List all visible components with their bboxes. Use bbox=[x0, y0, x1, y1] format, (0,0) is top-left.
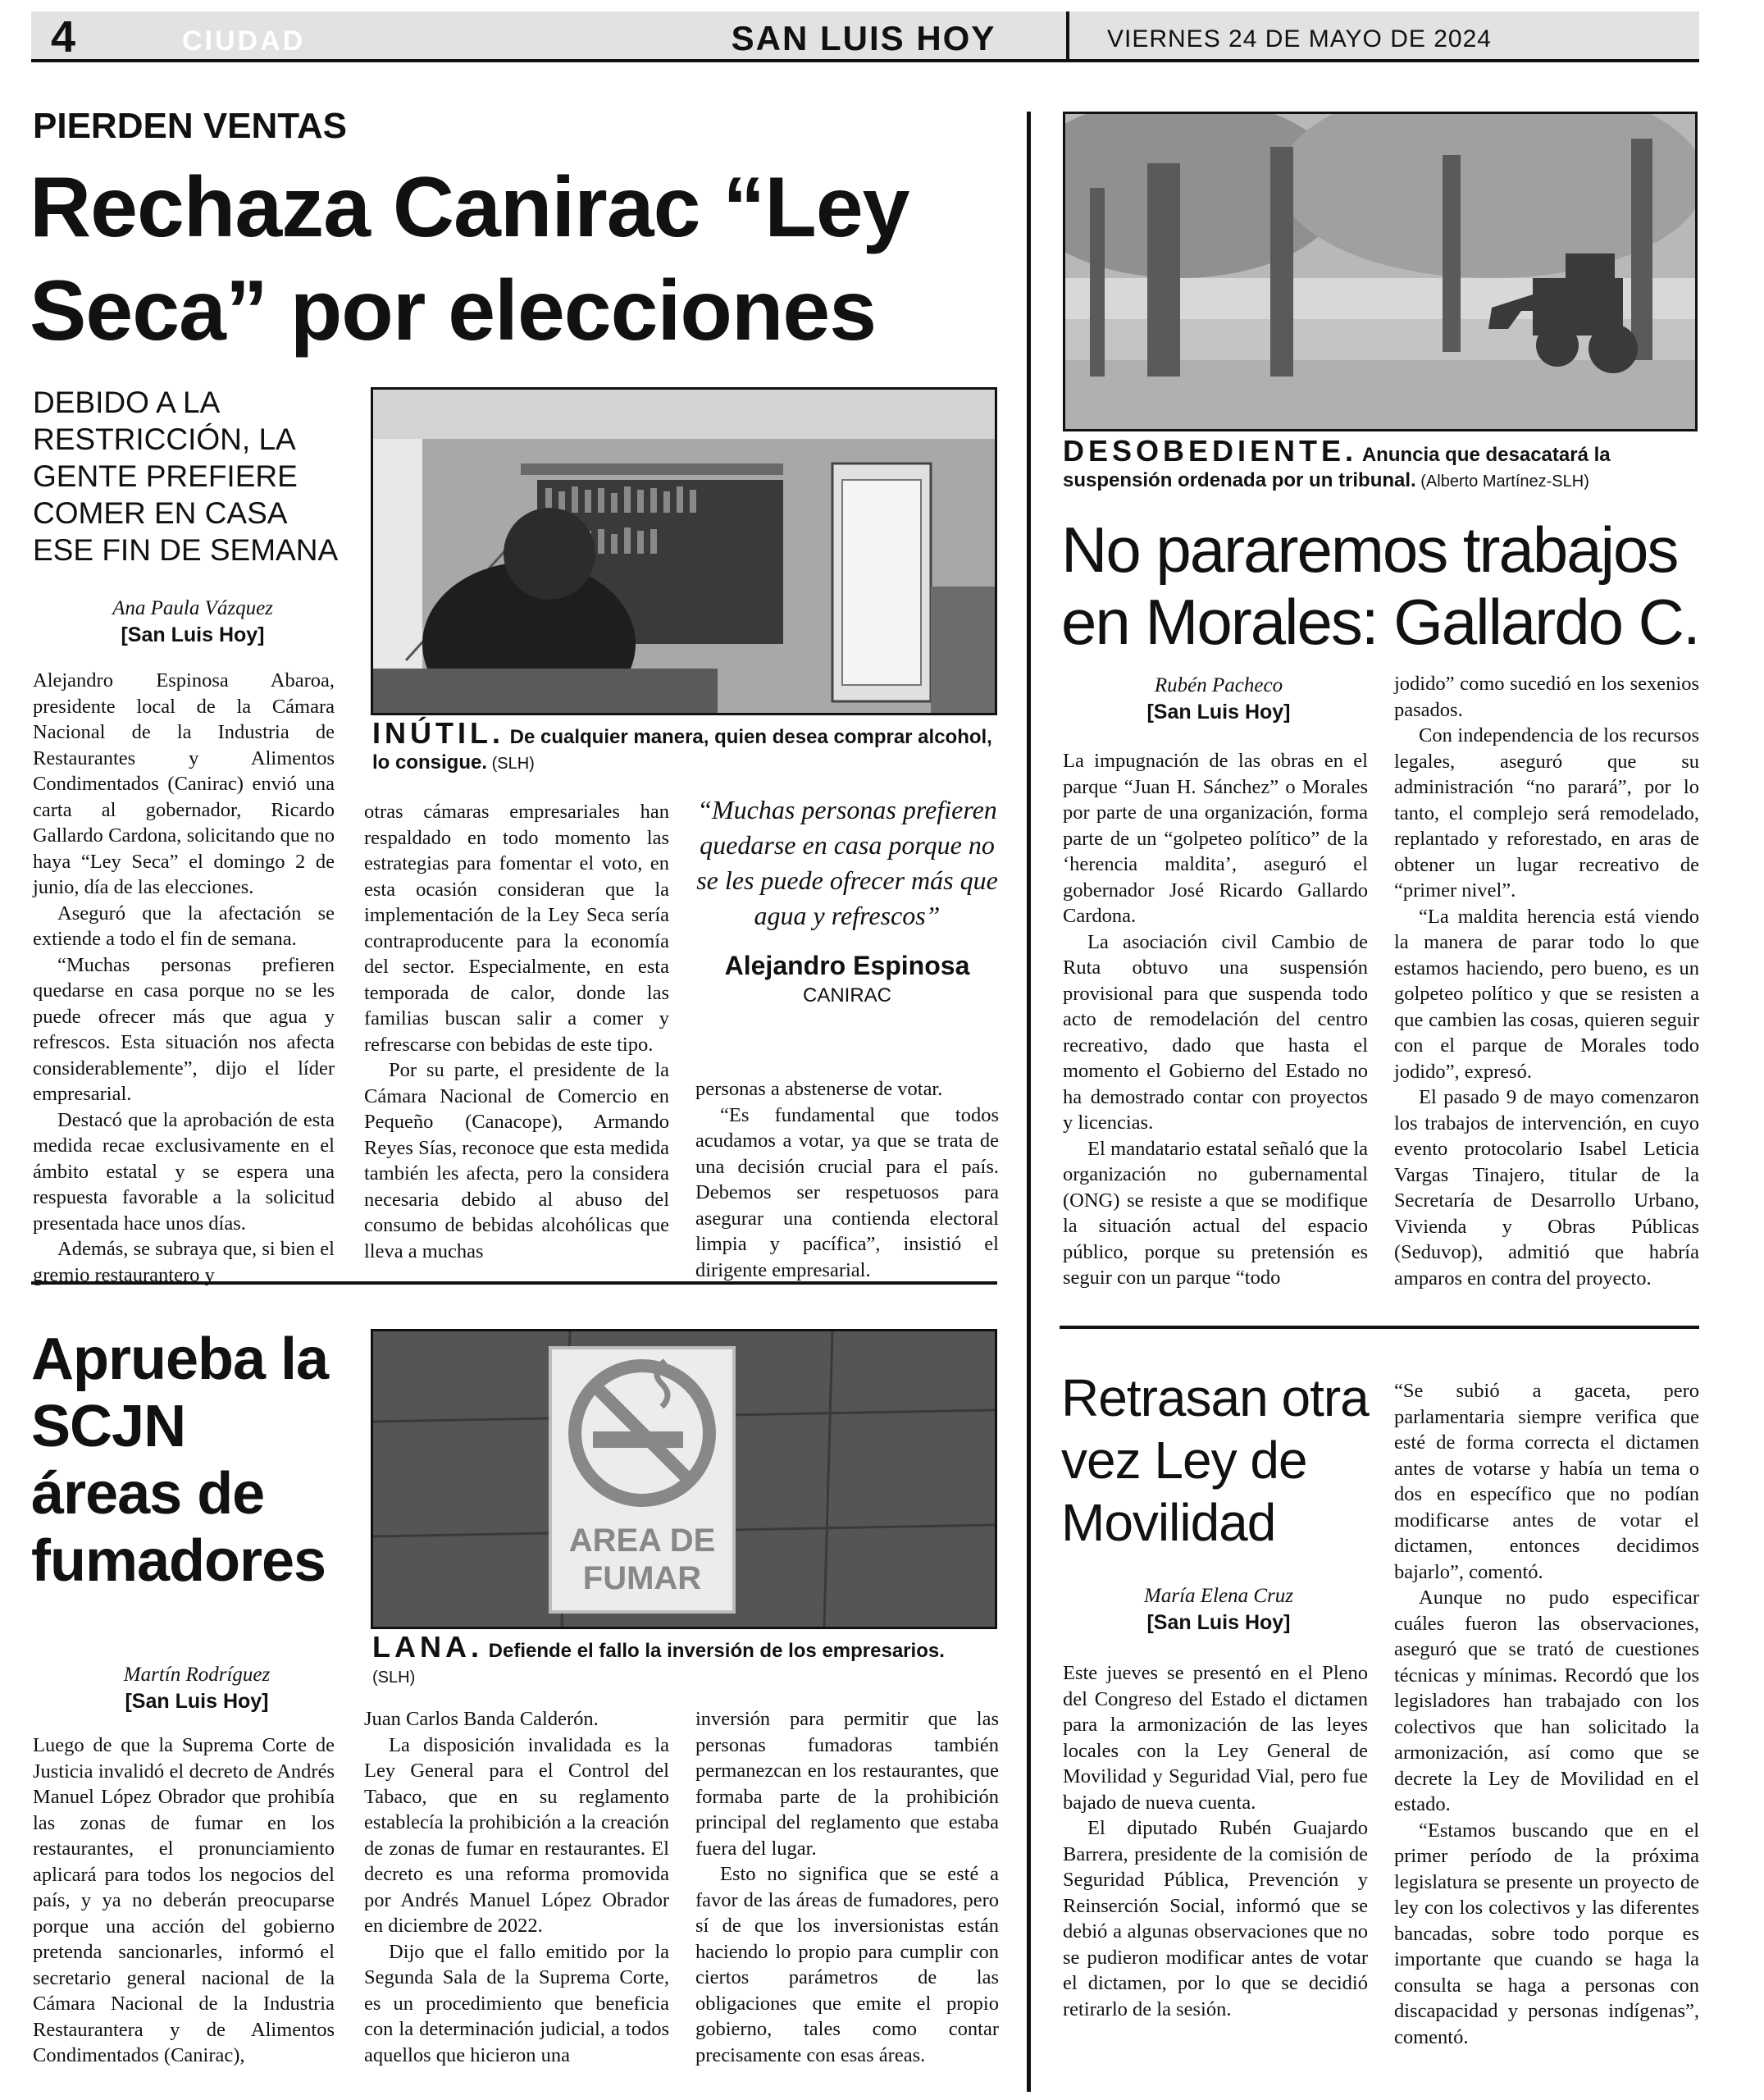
sign-text-line-1: AREA DE bbox=[568, 1522, 716, 1559]
smoking-area-sign-illustration bbox=[373, 1331, 995, 1627]
park-with-backhoe-illustration bbox=[1065, 114, 1695, 429]
story1-deck: DEBIDO A LA RESTRICCIÓN, LA GENTE PREFIERE COMER EN CASA ESE FIN DE SEMANA bbox=[33, 386, 339, 567]
story4-byline bbox=[1063, 1583, 1374, 1636]
story2-byline bbox=[33, 1662, 361, 1714]
bar-photo bbox=[371, 387, 997, 715]
story1-column-2: otras cámaras empresariales han respaldado en todo momento las estrategias para fomentar el voto, en esta ocasión consideran que la implementación de la Ley Seca sería contraproducente para la economía del sector. Especialmente, en esta temporada de calor, donde las familias buscan salir a comer y refrescarse con bebidas de este tipo. Por su parte, el presidente de la Cámara Nacional de Comercio en Pequeño (Canacope), Armando Reyes Sías, reconoce que esta medida también les afecta, pero la considera necesaria debido al abuso del consumo de bebidas alcohólicas que lleva a muchas bbox=[364, 801, 669, 1262]
park-photo-caption: DESOBEDIENTE. Anuncia que desacatará la suspensión ordenada por un tribunal. (Alberto Martínez-SLH) bbox=[1063, 434, 1611, 491]
story2-column-2: Juan Carlos Banda Calderón. La disposición invalidada es la Ley General para el Control del Tabaco, que en su reglamento establecía la prohibición a la creación de zonas de fumar en restaurantes. El decreto es una reforma promovida por Andrés Manuel López Obrador en diciembre de 2022. Dijo que el fallo emitido por la Segunda Sala de la Suprema Corte, es un procedimiento que beneficia con la determinación judicial, a todos aquellos que hicieron una bbox=[364, 1708, 669, 2066]
story4-column-2: “Se subió a gaceta, pero parlamentaria siempre verifica que esté de forma correcta el dictamen antes de votarse y había un tema o dos en específico que no podían modificarse antes de votar el dictamen, entonces decidimos bajarlo”, comentó. Aunque no pudo especificar cuáles fueron las observaciones, aseguró que se trató de cuestiones técnicas y mínimas. Recordó que los legisladores han trabajado con los colectivos que han solicitado la armonización, así como que se decrete la Ley de Movilidad en el estado. “Estamos buscando que en el primer período de la próxima legislatura se presente un proyecto de ley con los colectivos y las diferentes bancadas, sobre todo porque es importante que cuando se haga la consulta se haga a personas con discapacidad y personas indígenas”, comentó. bbox=[1394, 1380, 1699, 2048]
author-org: [San Luis Hoy] bbox=[125, 1690, 269, 1713]
story4-column-1: Este jueves se presentó en el Pleno del Congreso del Estado el dictamen para la armonización de las leyes locales con la Ley General de Movilidad y Seguridad Vial, pero fue bajado de nueva cuenta. El diputado Rubén Guajardo Barrera, presidente de la comisión de Seguridad Pública, Prevención y Reinserción Social, informó que se debió a algunas observaciones que no se pudieron modificar antes de votar el dictamen, por lo que se decidió retirarlo de la sesión. bbox=[1063, 1662, 1368, 2020]
author-org: [San Luis Hoy] bbox=[1146, 701, 1291, 724]
header-divider bbox=[1066, 11, 1069, 62]
story1-column-3: personas a abstenerse de votar. “Es fundamental que todos acudamos a votar, ya que se trata de una decisión crucial para el país. Debemos ser respetuosos para asegurar una contienda electoral limpia y pacífica”, insistió el dirigente empresarial. bbox=[695, 1078, 999, 1281]
column-rule bbox=[1027, 112, 1031, 2092]
author-name: María Elena Cruz bbox=[1144, 1585, 1293, 1607]
story1-column-1: Alejandro Espinosa Abaroa, presidente local de la Cámara Nacional de la Industria de Restaurantes y Alimentos Condimentados (Canirac) envió una carta al gobernador, Ricardo Gallardo Cardona, solicitando que no haya “Ley Seca” el domingo 2 de junio, día de las elecciones. Aseguró que la afectación se extiende a todo el fin de semana. “Muchas personas prefieren quedarse en casa porque no se les puede ofrecer más que agua y refrescos. Esta situación nos afecta considerablemente”, dijo el líder empresarial. Destacó que la aprobación de esta medida recae exclusivamente en el ámbito estatal y se espera una respuesta favorable a la solicitud presentada hace unos días. Además, se subraya que, si bien el gremio restaurantero y bbox=[33, 669, 335, 1286]
smoking-photo-caption: LANA. Defiende el fallo la inversión de los empresarios. (SLH) bbox=[372, 1630, 945, 1687]
story2-column-1: Luego de que la Suprema Corte de Justicia invalidó el decreto de Andrés Manuel López Obrador que prohibía las zonas de fumar en los restaurantes, el pronunciamiento aplicará para todos los negocios del país, y ya no deberán preocuparse porque una acción del gobierno pretenda sancionarles, informó el secretario general nacional de la Cámara Nacional de la Industria Restaurantera y de Alimentos Condimentados (Canirac), bbox=[33, 1734, 335, 2066]
smoking-sign-photo bbox=[371, 1329, 997, 1629]
newspaper-name: SAN LUIS HOY bbox=[731, 19, 996, 57]
quote-name: Alejandro Espinosa bbox=[724, 951, 970, 980]
story3-headline: No pararemos trabajos en Morales: Gallardo C. bbox=[1061, 514, 1699, 658]
author-name: Ana Paula Vázquez bbox=[112, 597, 273, 619]
author-org: [San Luis Hoy] bbox=[1146, 1611, 1291, 1634]
section-name: CIUDAD bbox=[182, 25, 306, 57]
story1-kicker: PIERDEN VENTAS bbox=[33, 106, 348, 146]
bar-photo-caption: INÚTIL. De cualquier manera, quien desea comprar alcohol, lo consigue. (SLH) bbox=[372, 716, 992, 774]
author-name: Martín Rodríguez bbox=[123, 1664, 271, 1686]
story3-byline bbox=[1063, 673, 1374, 725]
story1-byline bbox=[33, 596, 353, 648]
story1-headline: Rechaza Canirac “Ley Seca” por elecciones bbox=[30, 160, 909, 358]
quote-org: CANIRAC bbox=[802, 984, 891, 1007]
story-divider bbox=[1060, 1326, 1699, 1329]
bar-photo-illustration bbox=[373, 390, 995, 713]
story2-column-3: inversión para permitir que las personas fumadoras también permanezcan en los restaurantes, que formaba parte de la prohibición principal del reglamento que estaba fuera del lugar. Esto no significa que se esté a favor de las áreas de fumadores, pero sí de que los inversionistas están haciendo lo propio para cumplir con ciertos parámetros de las obligaciones que emite el propio gobierno, tales como contar precisamente con esas áreas. bbox=[695, 1708, 999, 2066]
story4-headline: Retrasan otra vez Ley de Movilidad bbox=[1061, 1368, 1369, 1552]
page-number: 4 bbox=[51, 12, 78, 62]
author-name: Rubén Pacheco bbox=[1154, 674, 1283, 696]
story3-column-2: jodido” como sucedió en los sexenios pasados. Con independencia de los recursos legales, aseguró que su administración “no parará”, por lo tanto, el complejo será remodelado, replantado y reforestado, en aras de obtener un lugar recreativo de “primer nivel”. “La maldita herencia está viendo la manera de parar todo lo que estamos haciendo, pero bueno, es un golpeteo político y que se resisten a que cambien las cosas, quieren seguir con el parque de Morales todo jodido”, expresó. El pasado 9 de mayo comenzaron los trabajos de intervención, en cuyo evento protocolario Isabel Leticia Vargas Tinajero, titular de la Secretaría de Desarrollo Urbano, Vivienda y Obras Públicas (Seduvop), admitió que habría amparos en contra del proyecto. bbox=[1394, 673, 1699, 1290]
story3-column-1: La impugnación de las obras en el parque “Juan H. Sánchez” o Morales por parte de una organización, forma parte de un “golpeteo político” de la ‘herencia maldita’, aseguró el gobernador José Ricardo Gallardo Cardona. La asociación civil Cambio de Ruta obtuvo una suspensión provisional para que suspenda todo acto de remodelación del centro recreativo, dado que hasta el momento el Gobierno del Estado no ha demostrado contar con proyectos y licencias. El mandatario estatal señaló que la organización no gubernamental (ONG) se resiste a que se modifique la situación actual del espacio público, porque su pretensión es seguir con un parque “todo bbox=[1063, 750, 1368, 1289]
story1-pull-quote bbox=[695, 792, 999, 1009]
story2-headline: Aprueba la SCJN áreas de fumadores bbox=[31, 1326, 329, 1594]
issue-date: VIERNES 24 DE MAYO DE 2024 bbox=[1107, 25, 1492, 52]
quote-text: “Muchas personas prefieren quedarse en casa porque no se les puede ofrecer más que agua y refrescos” bbox=[696, 795, 998, 930]
park-photo bbox=[1063, 112, 1698, 431]
author-org: [San Luis Hoy] bbox=[121, 623, 265, 646]
sign-text-line-2: FUMAR bbox=[582, 1560, 702, 1596]
